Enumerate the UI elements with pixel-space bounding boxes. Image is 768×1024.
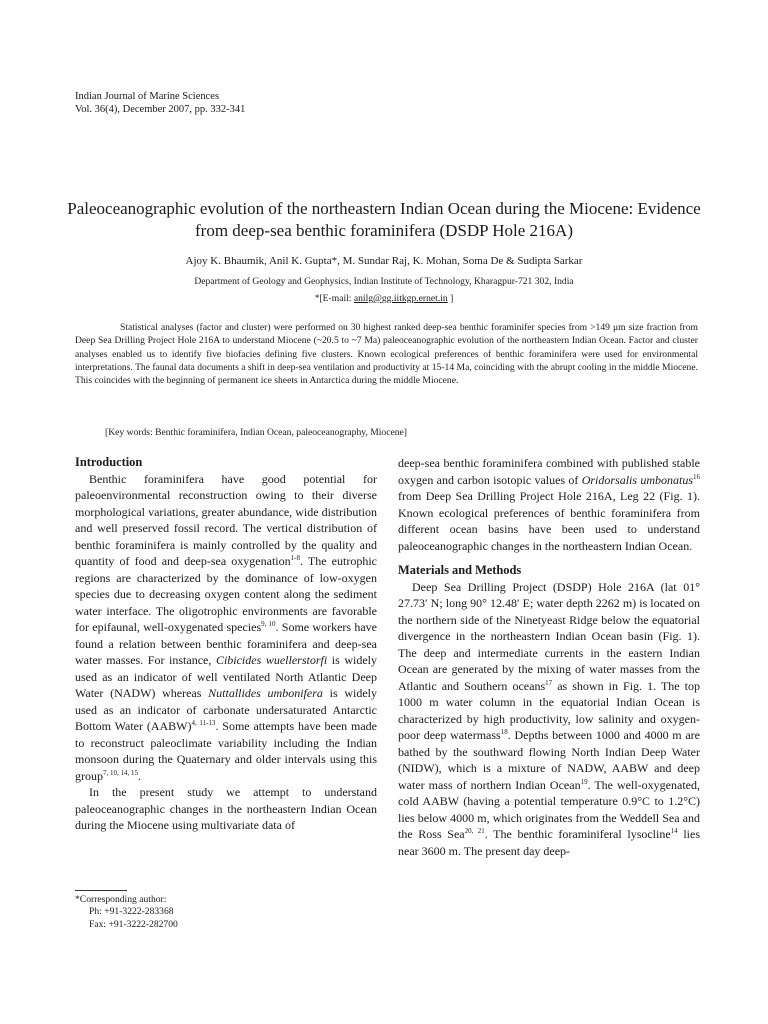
methods-paragraph: Deep Sea Drilling Project (DSDP) Hole 216A (lat 01° 27.73′ N; long 90° 12.48′ E; water depth 2262 m) is located on the northern side of the Ninetyeast Ridge below the equatorial divergence in the northeastern Indian Ocean basin (Fig. 1). The deep and intermediate currents in the eastern Indian Ocean are generated by the mixing of water masses from the Atlantic and Southern oceans$^{17}$ as shown in Fig. 1. The top 1000 m water column in the equatorial Indian Ocean is characterized by high productivity, low salinity and oxygen-poor deep watermass$^{18}$. Depths between 1000 and 4000 m are bathed by the southward flowing North Indian Deep Water (NIDW), which is a mixture of NADW, AABW and deep water mass of northern Indian Ocean$^{19}$. The well-oxygenated, cold AABW (having a potential temperature 0.9°C to 1.2°C) lies below 4000 m, which originates from the Weddell Sea and the Ross Sea$^{20, 21}$. The benthic foraminiferal lysocline$^{14}$ lies near 3600 m. The present day deep- — [398, 579, 701, 858]
journal-name: Indian Journal of Marine Sciences — [75, 91, 220, 102]
journal-header — [75, 90, 245, 116]
footnote-phone: Ph: +91-3222-283368 — [89, 906, 174, 918]
introduction-heading: Introduction — [75, 455, 143, 469]
intro-paragraph-2-continued: deep-sea benthic foraminifera combined with published stable oxygen and carbon isotopic values of Oridorsalis umbonatus$^{16}$ from Deep Sea Drilling Project Hole 216A, Leg 22 (Fig. 1). Known ecological preferences of benthic foraminifera from different ocean basins have been used to understand paleoceanographic changes in the northeastern Indian Ocean. — [398, 456, 700, 553]
footnote-label: *Corresponding author: — [75, 894, 167, 905]
affiliation: Department of Geology and Geophysics, Indian Institute of Technology, Kharagpur-721 302, India — [194, 276, 574, 287]
abstract: Statistical analyses (factor and cluster) were performed on 30 highest ranked deep-sea benthic foraminifer species from >149 μm size fraction from Deep Sea Drilling Project Hole 216A to understand Miocene (~20.5 to ~7 Ma) paleoceanographic evolution of the northeastern Indian Ocean. Factor and cluster analyses enabled us to identify five biofacies defining five clusters. Known ecological preferences of benthic foraminifera were used for environmental interpretations. The faunal data documents a shift in deep-sea ventilation and productivity at 15-14 Ma, coinciding with the abrupt cooling in the middle Miocene. This coincides with the beginning of permanent ice sheets in Antarctica during the middle Miocene. — [75, 322, 698, 387]
email-link[interactable]: anilg@gg.iitkgp.ernet.in — [353, 293, 448, 304]
footnote — [75, 894, 178, 931]
paper-title: Paleoceanographic evolution of the northeastern Indian Ocean during the Miocene: Evidence from deep-sea benthic foraminifera (DSDP Hole 216A) — [67, 199, 701, 240]
methods-heading: Materials and Methods — [398, 563, 522, 577]
footnote-rule — [75, 890, 127, 891]
footnote-fax: Fax: +91-3222-282700 — [89, 918, 178, 930]
intro-paragraph-2: In the present study we attempt to understand paleoceanographic changes in the northeastern Indian Ocean during the Miocene using multivariate data of — [75, 785, 377, 832]
email-suffix: ] — [447, 293, 454, 304]
journal-issue: Vol. 36(4), December 2007, pp. 332-341 — [75, 104, 246, 115]
keywords: [Key words: Benthic foraminifera, Indian Ocean, paleoceanography, Miocene] — [105, 427, 407, 438]
email-prefix: *[E-mail: — [314, 293, 354, 304]
right-column — [398, 455, 700, 859]
email-line — [60, 293, 708, 304]
intro-paragraph-1: Benthic foraminifera have good potential for paleoenvironmental reconstruction owing to their diverse morphological variations, greater abundance, wide distribution and well preserved fossil record. The vertical distribution of benthic foraminifera is mainly controlled by the quality and quantity of food and deep-sea oxygenation$^{1-8}$. The eutrophic regions are characterized by the dominance of low-oxygen species due to decreasing oxygen content along the sediment water interface. The oligotrophic environments are favorable for epifaunal, well-oxygenated species$^{9, 10}$. Some workers have found a relation between benthic foraminifera and deep-sea water masses. For instance, Cibicides wuellerstorfi is widely used as an indicator of well ventilated North Atlantic Deep Water (NADW) whereas Nuttallides umbonifera is widely used as an indicator of carbonate undersaturated Antarctic Bottom Water (AABW)$^{4, 11-13}$. Some attempts have been made to reconstruct paleoclimate variability including the Indian monsoon during the Quaternary and older intervals using this group$^{7, 10, 14, 15}$. — [75, 471, 378, 783]
left-column — [75, 454, 377, 834]
author-list: Ajoy K. Bhaumik, Anil K. Gupta*, M. Sundar Raj, K. Mohan, Soma De & Sudipta Sarkar — [185, 255, 583, 267]
